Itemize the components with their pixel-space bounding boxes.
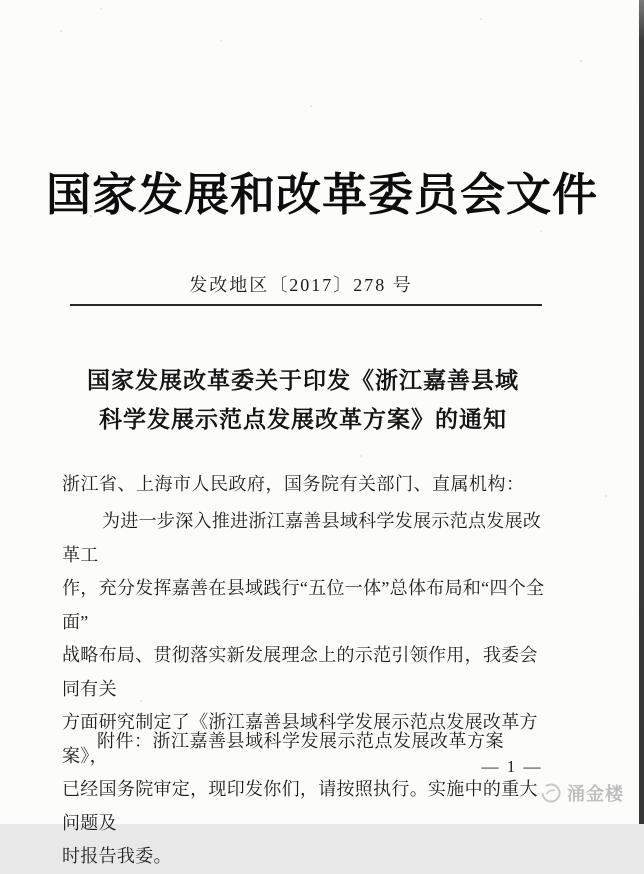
attachment-note: 附件：浙江嘉善县域科学发展示范点发展改革方案 bbox=[97, 731, 504, 751]
body-paragraph bbox=[62, 505, 546, 874]
scan-edge-shadow bbox=[639, 0, 644, 824]
body-line: 战略布局、贯彻落实新发展理念上的示范引领作用，我委会同有关 bbox=[62, 645, 538, 699]
page-number: — 1 — bbox=[481, 757, 543, 776]
body-line: 已经国务院审定，现印发你们，请按照执行。实施中的重大问题及 bbox=[62, 779, 538, 833]
issuing-authority-title: 国家发展和改革委员会文件 bbox=[45, 170, 598, 220]
salutation-line: 浙江省、上海市人民政府，国务院有关部门、直属机构： bbox=[62, 474, 525, 494]
body-line: 作，充分发挥嘉善在县域践行“五位一体”总体布局和“四个全面” bbox=[62, 578, 545, 632]
scan-noise bbox=[60, 30, 62, 32]
body-line: 时报告我委。 bbox=[62, 846, 172, 866]
yongjinlou-logo-icon bbox=[540, 782, 562, 804]
watermark-text: 涌金楼 bbox=[567, 784, 624, 804]
body-line: 为进一步深入推进浙江嘉善县域科学发展示范点发展改革工 bbox=[62, 511, 542, 565]
watermark bbox=[540, 780, 624, 806]
body-line: 方面研究制定了《浙江嘉善县域科学发展示范点发展改革方案》， bbox=[62, 712, 538, 766]
subject-line-2: 科学发展示范点发展改革方案》的通知 bbox=[99, 407, 507, 432]
subject-line-1: 国家发展改革委关于印发《浙江嘉善县域 bbox=[87, 368, 519, 393]
document-number: 发改地区〔2017〕278 号 bbox=[189, 275, 413, 295]
header-divider bbox=[70, 304, 542, 306]
document-subject-title bbox=[0, 361, 606, 439]
